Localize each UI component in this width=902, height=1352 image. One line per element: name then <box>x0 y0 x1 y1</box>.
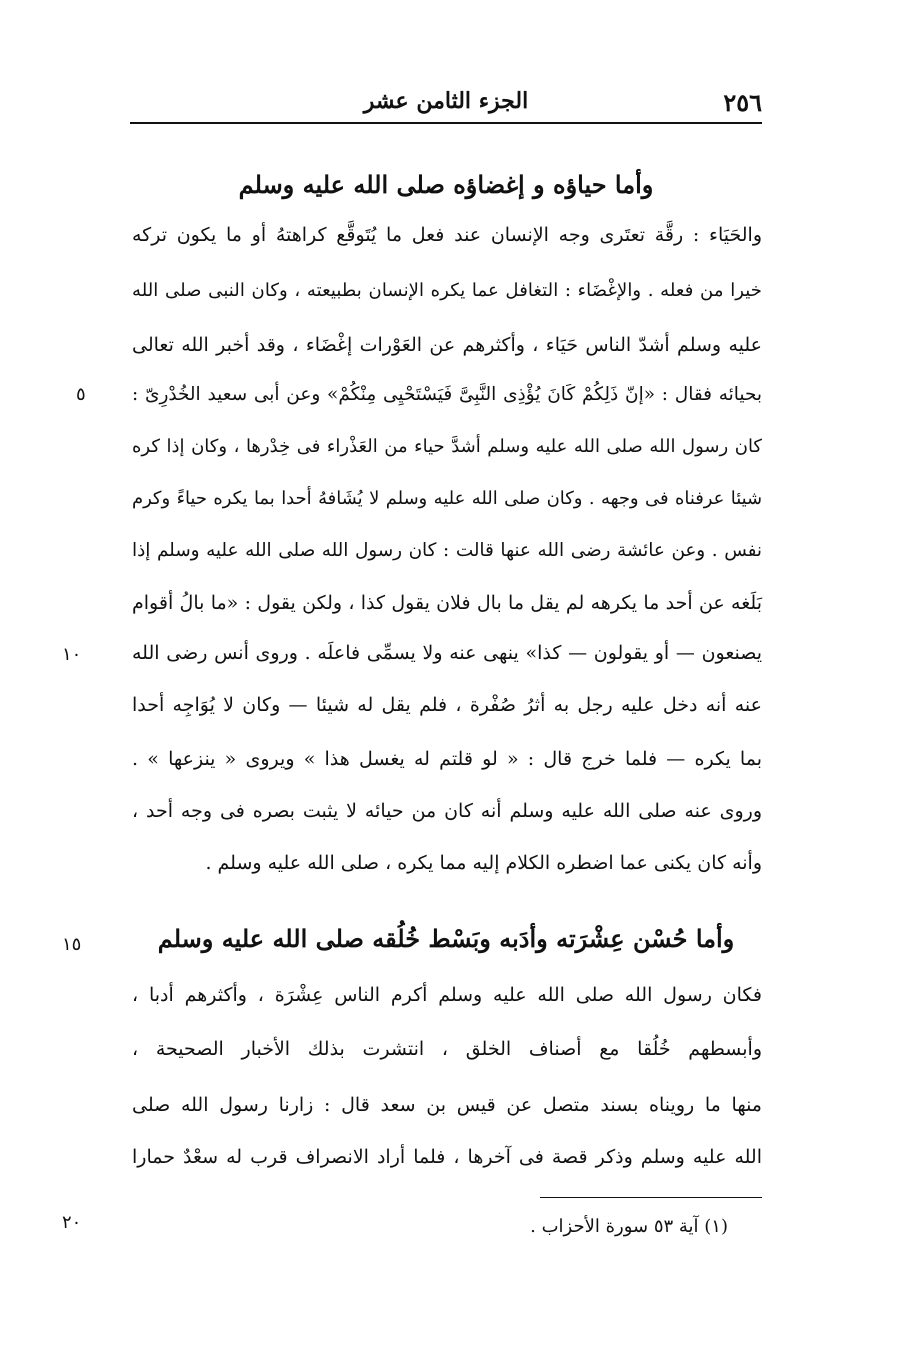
section-heading-modesty: وأما حياؤه و إغضاؤه صلى الله عليه وسلم <box>238 170 654 199</box>
text-line: وروى عنه صلى الله عليه وسلم أنه كان من حيائه لا يثبت بصره فى وجه أحد ، <box>132 800 762 822</box>
line-number-5: ٥ <box>76 384 86 405</box>
section-heading-conduct: وأما حُسْن عِشْرَته وأدَبه وبَسْط خُلُقه صلى الله عليه وسلم <box>157 924 735 953</box>
text-line: وأنه كان يكنى عما اضطره الكلام إليه مما يكره ، صلى الله عليه وسلم . <box>205 852 762 874</box>
text-line: عليه وسلم أشدّ الناس حَيَاء ، وأكثرهم عن العَوْرات إغْضَاء ، وقد أخبر الله تعالى <box>132 334 762 356</box>
text-line: خيرا من فعله . والإغْضَاء : التغافل عما يكره الإنسان بطبيعته ، وكان النبى صلى الله <box>132 280 762 301</box>
footnote-rule <box>540 1197 762 1198</box>
text-line: يصنعون — أو يقولون — كذا» ينهى عنه ولا يسمِّى فاعلَه . وروى أنس رضى الله <box>132 642 762 664</box>
text-line: بما يكره — فلما خرج قال : « لو قلتم له يغسل هذا » ويروى « ينزعها » . <box>132 748 762 770</box>
text-line: فكان رسول الله صلى الله عليه وسلم أكرم الناس عِشْرَة ، وأكثرهم أدبا ، <box>132 984 762 1006</box>
text-line: بحيائه فقال : «إنّ ذَلِكُمْ كَانَ يُؤْذِى النَّبِىَّ فَيَسْتَحْيِى مِنْكُمْ» وعن أبى سعيد الخُدْرِىّ : <box>132 384 762 405</box>
page-number: ٢٥٦ <box>723 88 762 117</box>
text-line: بَلَغه عن أحد ما يكرهه لم يقل ما بال فلان يقول كذا ، ولكن يقول : «ما بالُ أقوام <box>132 592 762 614</box>
header-rule <box>130 122 762 124</box>
text-line: منها ما رويناه بسند متصل عن قيس بن سعد قال : زارنا رسول الله صلى <box>132 1094 762 1116</box>
text-line: كان رسول الله صلى الله عليه وسلم أشدَّ حياء من العَذْراء فى خِدْرها ، وكان إذا كره <box>132 436 762 457</box>
line-number-10: ١٠ <box>62 644 82 665</box>
line-number-15: ١٥ <box>62 934 82 955</box>
text-line: عنه أنه دخل عليه رجل به أثرُ صُفْرة ، فلم يقل له شيئا — وكان لا يُوَاجِه أحدا <box>132 694 762 716</box>
footnote: (١) آية ٥٣ سورة الأحزاب . <box>530 1216 728 1237</box>
text-line: شيئا عرفناه فى وجهه . وكان صلى الله عليه وسلم لا يُشَافهُ أحدا بما يكره حياءً وكرم <box>132 488 762 509</box>
line-number-20: ٢٠ <box>62 1212 82 1233</box>
text-line: الله عليه وسلم وذكر قصة فى آخرها ، فلما أراد الانصراف قرب له سعْدٌ حمارا <box>132 1146 762 1168</box>
running-title: الجزء الثامن عشر <box>363 88 529 114</box>
text-line: نفس . وعن عائشة رضى الله عنها قالت : كان رسول الله صلى الله عليه وسلم إذا <box>132 540 762 561</box>
text-line: والحَيَاء : رقَّة تعتَرى وجه الإنسان عند فعل ما يُتَوقَّع كراهتهُ أو ما يكون تركه <box>132 224 762 246</box>
text-line: وأبسطهم خُلُقا مع أصناف الخلق ، انتشرت بذلك الأخبار الصحيحة ، <box>132 1038 762 1060</box>
running-header <box>130 86 762 122</box>
